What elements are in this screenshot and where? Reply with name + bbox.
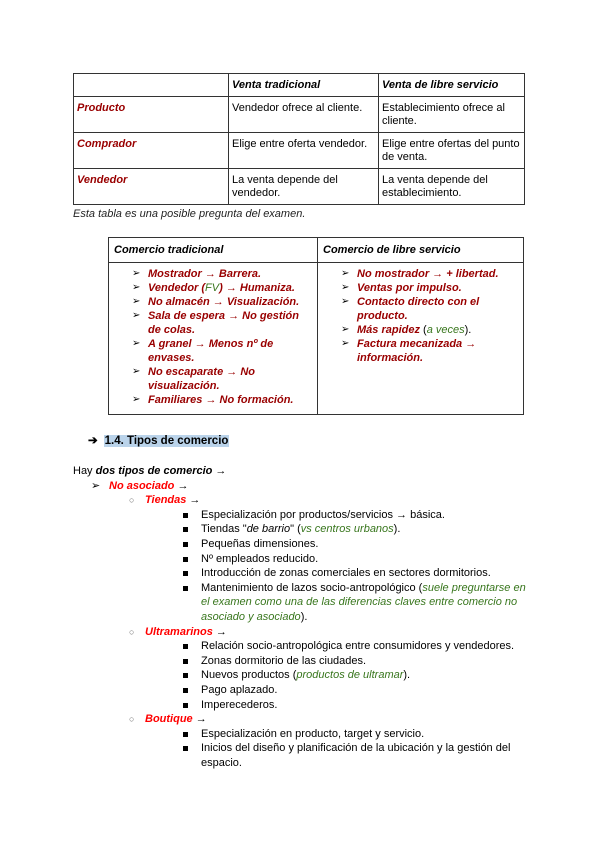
arrowhead-bullet-icon: ➢ — [132, 394, 141, 405]
list-item — [132, 309, 312, 337]
outline-intro — [73, 464, 533, 479]
cell-libre: Elige entre ofertas del punto de venta. — [379, 133, 525, 169]
list-item — [341, 323, 518, 337]
list-item — [183, 698, 533, 713]
arrowhead-bullet-icon: ➢ — [91, 479, 101, 492]
list-item — [183, 508, 533, 523]
item-text: Más rapidez — [357, 324, 424, 336]
list-item — [183, 741, 533, 770]
outline-level1-item — [73, 479, 533, 494]
item-text: Especialización por productos/servicios → básica. — [201, 508, 445, 521]
group-arrow: → — [192, 713, 207, 726]
arrowhead-bullet-icon: ➢ — [341, 296, 350, 307]
item-text: Imperecederos. — [201, 698, 278, 711]
list-item — [132, 267, 312, 281]
list-item — [183, 654, 533, 669]
green-annotation: a veces — [426, 324, 465, 336]
row-label: Vendedor — [74, 169, 229, 205]
item-text: No mostrador → + libertad. — [357, 268, 499, 280]
cell-tradicional: Vendedor ofrece al cliente. — [229, 97, 379, 133]
outline — [73, 464, 533, 770]
item-text: Zonas dormitorio de las ciudades. — [201, 654, 367, 667]
item-text: No almacén → Visualización. — [148, 296, 300, 308]
list-item — [132, 281, 312, 295]
intro-arrow: → — [212, 465, 227, 477]
arrowhead-bullet-icon: ➢ — [132, 268, 141, 279]
item-text: Sala de espera → No gestión de colas. — [148, 310, 299, 336]
arrowhead-bullet-icon: ➢ — [341, 324, 350, 335]
table-header-tradicional: Venta tradicional — [229, 74, 379, 97]
level1-arrow: → — [174, 479, 189, 492]
table-header-row — [74, 74, 525, 97]
list-item — [132, 365, 312, 393]
outline-group-boutique — [73, 712, 533, 727]
table-row — [74, 97, 525, 133]
arrowhead-bullet-icon: ➢ — [341, 268, 350, 279]
table-header-empty — [74, 74, 229, 97]
group-arrow: → — [186, 494, 201, 507]
table-row — [74, 133, 525, 169]
square-bullet-icon — [183, 542, 188, 547]
list-item — [341, 281, 518, 295]
list-item — [341, 267, 518, 281]
item-text: Mantenimiento de lazos socio-antropológico ( — [201, 581, 423, 594]
green-annotation: productos de ultramar — [296, 669, 404, 682]
item-text: Inicios del diseño y planificación de la ubicación y la gestión del espacio. — [201, 742, 511, 769]
intro-bold: dos tipos de comercio — [95, 465, 213, 477]
list-item — [183, 639, 533, 654]
item-text: ) → Humaniza. — [219, 282, 295, 294]
list-item — [183, 537, 533, 552]
libre-list — [323, 267, 518, 365]
item-text: Tiendas " — [201, 523, 247, 536]
item-text: Ventas por impulso. — [357, 282, 462, 294]
group-arrow: → — [212, 625, 227, 638]
cell-tradicional: La venta depende del vendedor. — [229, 169, 379, 205]
item-text: Mostrador → Barrera. — [148, 268, 262, 280]
table-header-row — [109, 238, 524, 263]
list-item — [183, 522, 533, 537]
arrowhead-bullet-icon: ➢ — [132, 366, 141, 377]
table-header-libre-servicio: Comercio de libre servicio — [318, 238, 524, 263]
intro-text: Hay — [73, 465, 96, 477]
item-text: ). — [403, 669, 411, 682]
list-item — [132, 295, 312, 309]
item-text: Especialización en producto, target y servicio. — [201, 727, 425, 740]
paren: ). — [464, 324, 472, 336]
list-item — [183, 581, 533, 625]
venta-comparison-table — [73, 73, 525, 205]
list-item — [183, 683, 533, 698]
arrowhead-bullet-icon: ➢ — [132, 296, 141, 307]
green-annotation: vs centros urbanos — [300, 523, 394, 536]
cell-libre: Establecimiento ofrece al cliente. — [379, 97, 525, 133]
green-annotation: suele preguntarse en el examen como una de las diferencias claves entre comercio no asociado y asociado — [201, 581, 526, 623]
section-heading — [88, 433, 229, 447]
circle-bullet-icon: ○ — [129, 714, 135, 725]
arrowhead-bullet-icon: ➢ — [341, 282, 350, 293]
circle-bullet-icon: ○ — [129, 495, 135, 506]
tradicional-list-cell — [109, 263, 318, 415]
list-item — [183, 727, 533, 742]
table-row — [74, 169, 525, 205]
table-header-tradicional: Comercio tradicional — [109, 238, 318, 263]
square-bullet-icon — [183, 513, 188, 518]
arrowhead-bullet-icon: ➢ — [341, 338, 350, 349]
square-bullet-icon — [183, 644, 188, 649]
item-text: Relación socio-antropológica entre consumidores y vendedores. — [201, 640, 515, 653]
item-text: Familiares → No formación. — [148, 394, 294, 406]
group-label: Boutique — [145, 713, 193, 726]
item-text: Vendedor ( — [148, 282, 206, 294]
square-bullet-icon — [183, 527, 188, 532]
square-bullet-icon — [183, 673, 188, 678]
libre-list-cell — [318, 263, 524, 415]
list-item — [183, 552, 533, 567]
item-text: ). — [300, 610, 308, 623]
green-annotation: FV — [205, 282, 220, 294]
square-bullet-icon — [183, 732, 188, 737]
item-text: Pago aplazado. — [201, 683, 278, 696]
italic-text: de barrio — [246, 523, 291, 536]
square-bullet-icon — [183, 586, 188, 591]
item-text: Pequeñas dimensiones. — [201, 537, 319, 550]
outline-group-ultramarinos — [73, 625, 533, 640]
group-label: Tiendas — [145, 494, 187, 507]
outline-group-tiendas — [73, 493, 533, 508]
paren: ( — [423, 324, 427, 336]
list-item — [183, 668, 533, 683]
row-label: Producto — [74, 97, 229, 133]
level1-label: No asociado — [109, 479, 175, 492]
arrowhead-bullet-icon: ➢ — [132, 310, 141, 321]
item-text: Nº empleados reducido. — [201, 552, 319, 565]
arrowhead-bullet-icon: ➢ — [132, 338, 141, 349]
cell-libre: La venta depende del establecimiento. — [379, 169, 525, 205]
square-bullet-icon — [183, 557, 188, 562]
tradicional-list — [114, 267, 312, 407]
item-text: A granel → Menos nº de envases. — [148, 338, 274, 364]
item-text: Contacto directo con el producto. — [357, 296, 480, 322]
square-bullet-icon — [183, 571, 188, 576]
item-text: " ( — [290, 523, 301, 536]
group-label: Ultramarinos — [145, 625, 213, 638]
section-title: 1.4. Tipos de comercio — [104, 435, 229, 447]
row-label: Comprador — [74, 133, 229, 169]
arrowhead-bullet-icon: ➢ — [132, 282, 141, 293]
circle-bullet-icon: ○ — [129, 626, 135, 637]
item-text: Introducción de zonas comerciales en sectores dormitorios. — [201, 567, 491, 580]
table-note: Esta tabla es una posible pregunta del examen. — [73, 208, 306, 220]
ultramarinos-list — [73, 639, 533, 712]
arrow-right-icon: ➔ — [88, 435, 98, 447]
table-body-row — [109, 263, 524, 415]
square-bullet-icon — [183, 688, 188, 693]
tiendas-list — [73, 508, 533, 625]
item-text: Nuevos productos ( — [201, 669, 297, 682]
item-text: Factura mecanizada → información. — [357, 338, 477, 364]
list-item — [341, 295, 518, 323]
boutique-list — [73, 727, 533, 771]
list-item — [183, 566, 533, 581]
list-item — [341, 337, 518, 365]
list-item — [132, 337, 312, 365]
table-header-libre-servicio: Venta de libre servicio — [379, 74, 525, 97]
square-bullet-icon — [183, 659, 188, 664]
square-bullet-icon — [183, 746, 188, 751]
cell-tradicional: Elige entre oferta vendedor. — [229, 133, 379, 169]
item-text: No escaparate → No visualización. — [148, 366, 255, 392]
comercio-comparison-table — [108, 237, 524, 415]
list-item — [132, 393, 312, 407]
item-text: ). — [393, 523, 401, 536]
square-bullet-icon — [183, 703, 188, 708]
